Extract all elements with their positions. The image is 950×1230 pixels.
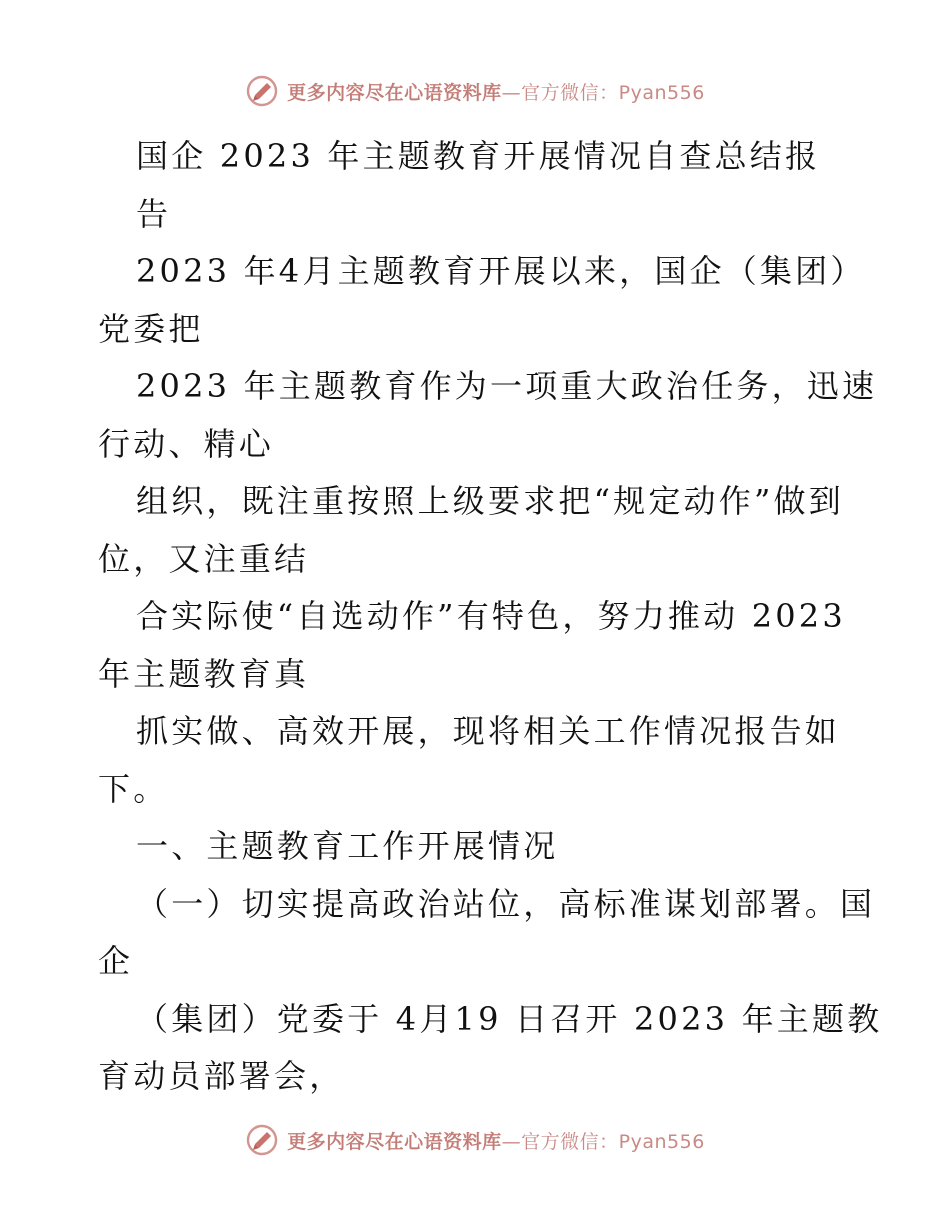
footer-watermark <box>0 1120 950 1160</box>
watermark-wechat: 官方微信：Pyan556 <box>521 1130 705 1153</box>
text-line: 行动、精心 <box>98 424 275 463</box>
text-line: 抓实做、高效开展，现将相关工作情况报告如 <box>136 712 841 750</box>
text-line: 2023 年4月主题教育开展以来，国企（集团） <box>136 252 866 290</box>
text-line: 位，又注重结 <box>98 539 310 578</box>
text-line: 一、主题教育工作开展情况 <box>136 827 559 865</box>
text-line: （集团）党委于 4月19 日召开 2023 年主题教 <box>136 999 883 1038</box>
text-line: 合实际使“自选动作”有特色，努力推动 2023 <box>136 597 846 635</box>
text-line: 育动员部署会， <box>98 1057 345 1095</box>
text-line: 下。 <box>98 769 169 808</box>
watermark-dash: — <box>501 1130 522 1153</box>
pen-logo-icon <box>245 73 281 109</box>
pen-logo-icon <box>245 1122 281 1158</box>
document-body <box>98 128 883 1106</box>
watermark-brand: 更多内容尽在心语资料库 <box>287 1130 502 1153</box>
text-line: 年主题教育真 <box>98 654 310 693</box>
text-line: 告 <box>136 194 172 233</box>
text-line: 企 <box>98 942 134 980</box>
header-watermark <box>0 71 950 111</box>
text-line: 组织，既注重按照上级要求把“规定动作”做到 <box>136 482 844 520</box>
text-line: 国企 2023 年主题教育开展情况自查总结报 <box>136 137 821 175</box>
watermark-brand: 更多内容尽在心语资料库 <box>287 81 502 104</box>
text-line: 2023 年主题教育作为一项重大政治任务，迅速 <box>136 367 878 405</box>
text-line: （一）切实提高政治站位，高标准谋划部署。国 <box>136 884 876 923</box>
text-line: 党委把 <box>98 309 204 348</box>
watermark-dash: — <box>501 81 522 104</box>
watermark-wechat: 官方微信：Pyan556 <box>521 81 705 104</box>
